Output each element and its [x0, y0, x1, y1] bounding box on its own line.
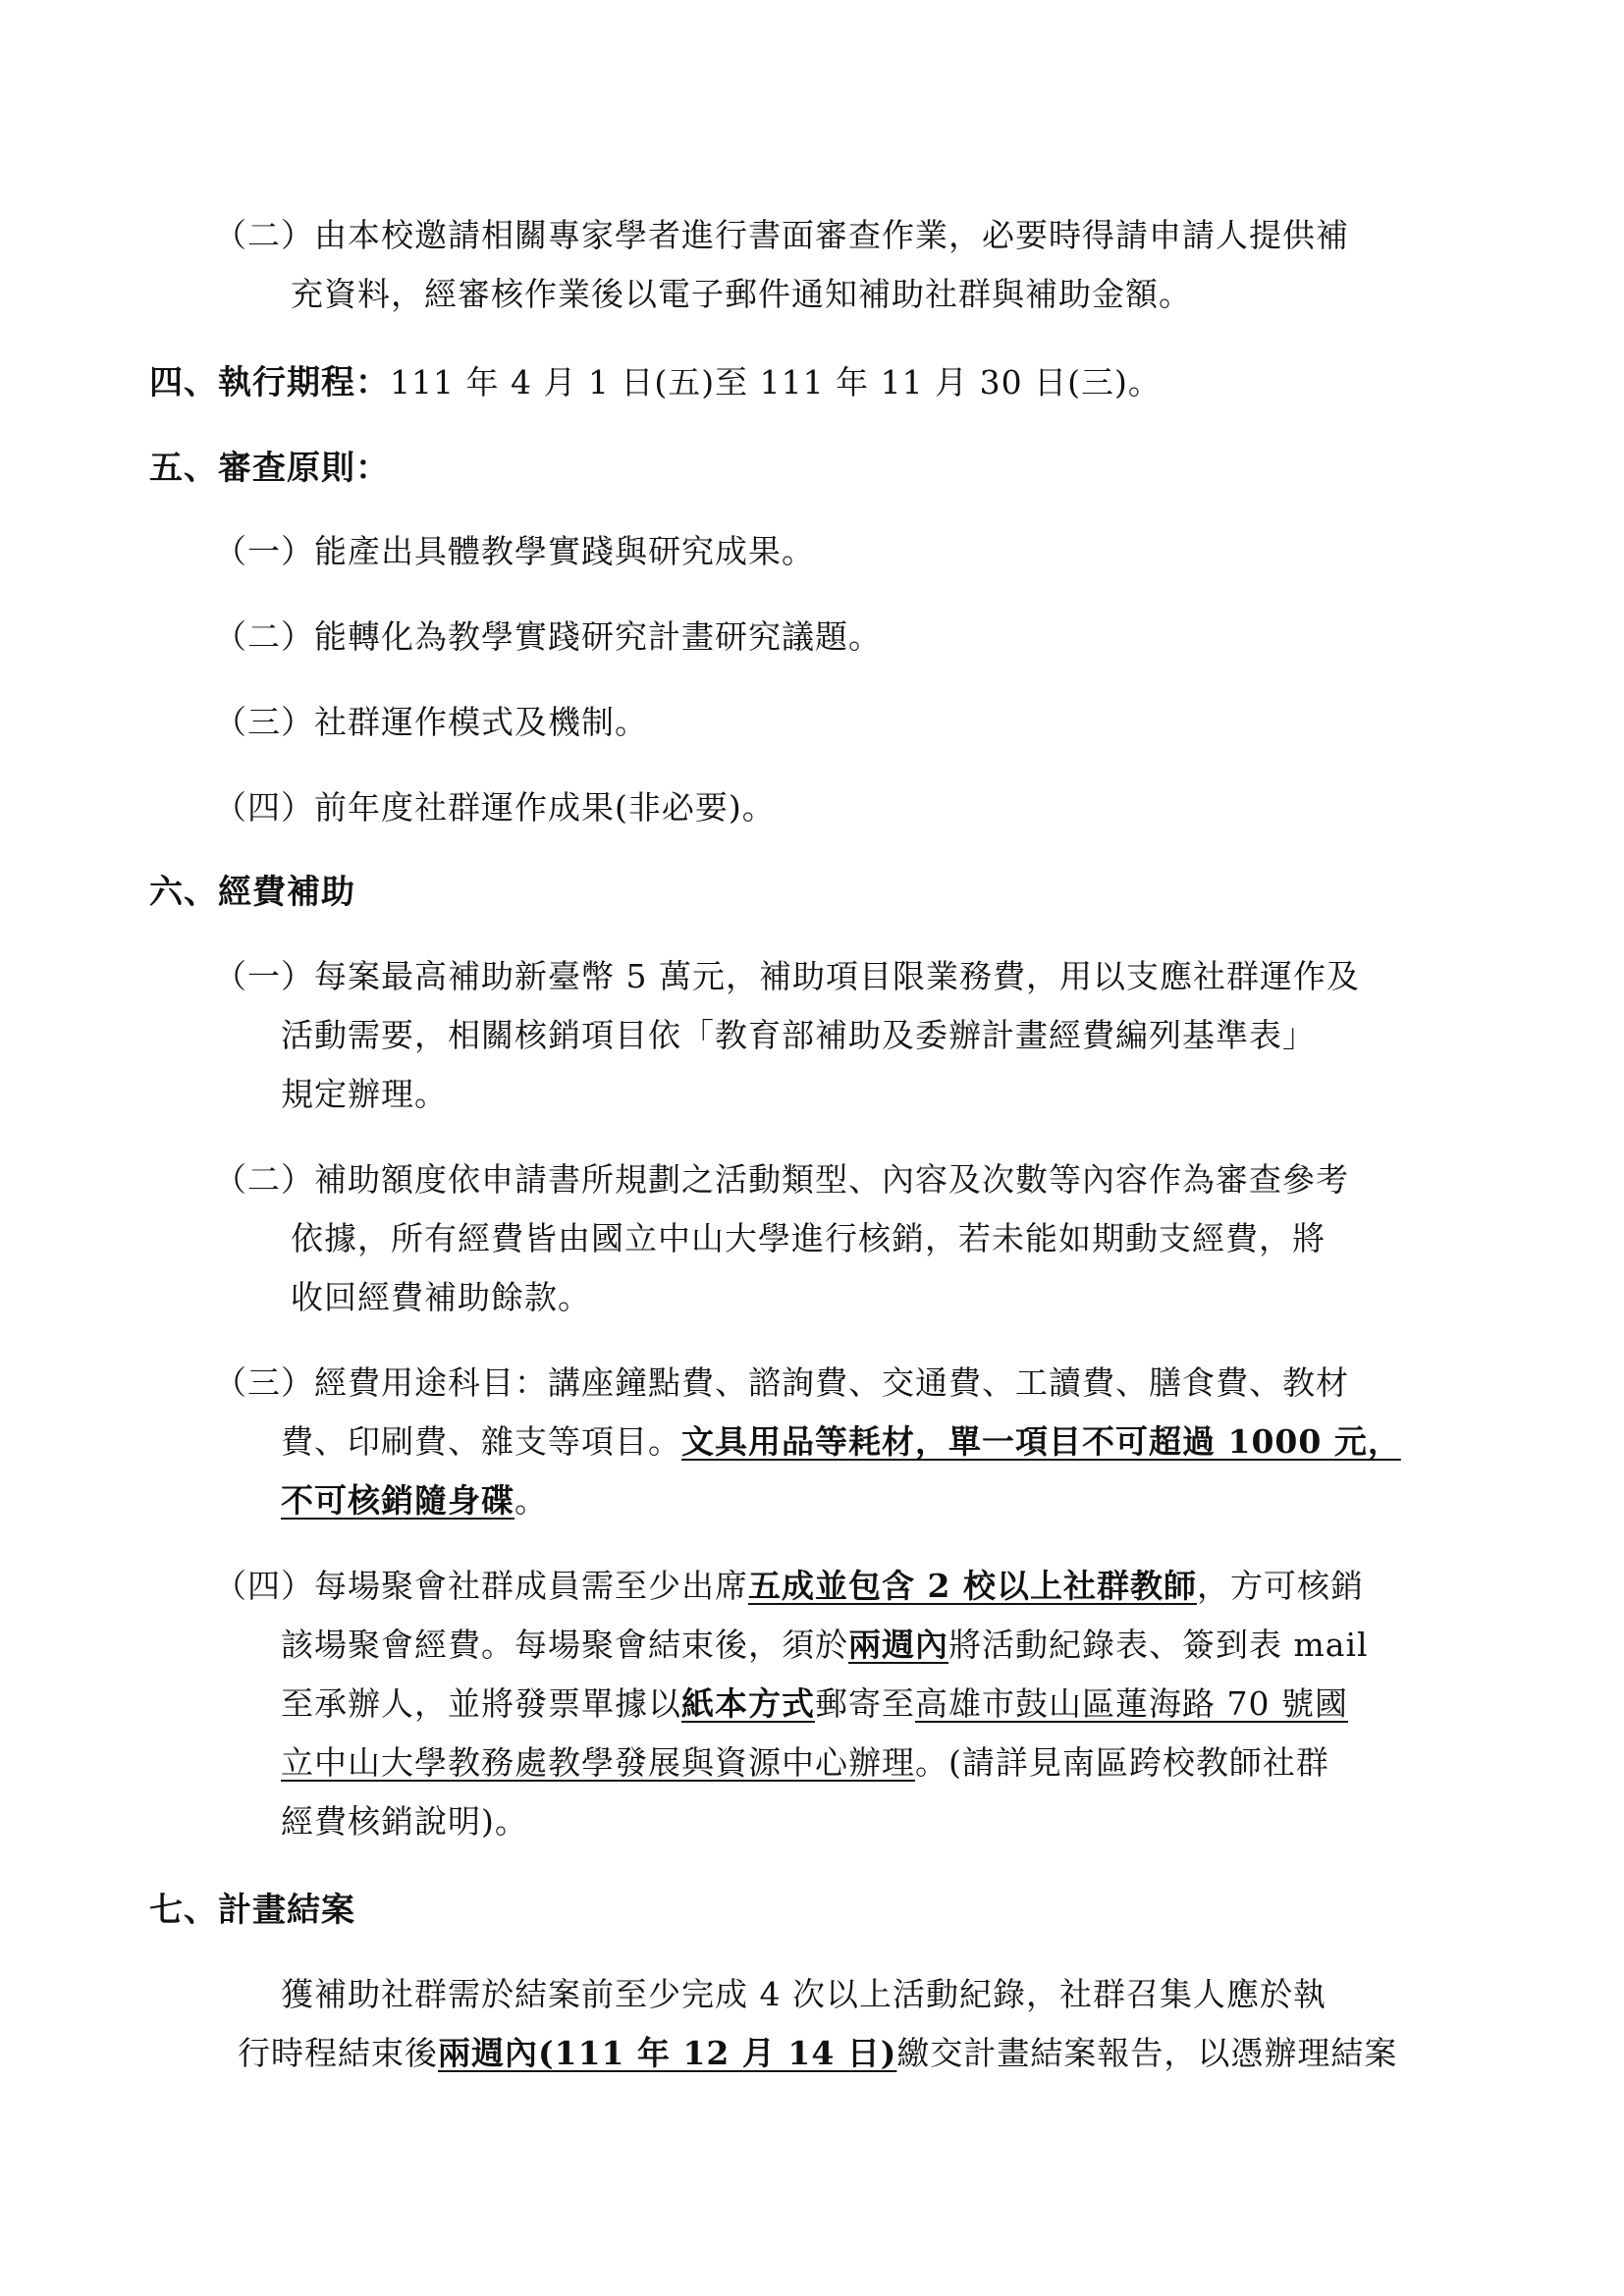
s3-item2-line1: （二）由本校邀請相關專家學者進行書面審查作業，必要時得請申請人提供補 — [214, 216, 1349, 254]
s7-l2-a: 行時程結束後 — [238, 2034, 438, 2072]
s6-item4-l4-address: 立中山大學教務處教學發展與資源中心辦理 — [281, 1743, 915, 1782]
s6-item4-line2 — [281, 1624, 1369, 1667]
s4-heading: 四、執行期程： — [149, 363, 390, 402]
s6-item4-l2-emphasis: 兩週內 — [848, 1626, 948, 1664]
s6-item4-l3-c: 郵寄至 — [815, 1684, 915, 1723]
s6-item4-l4-b: 。(請詳見南區跨校教師社群 — [915, 1743, 1329, 1782]
s5-heading: 五、審查原則： — [149, 449, 390, 488]
s6-item4-line1 — [214, 1565, 1364, 1608]
s6-item2-line2: 依據，所有經費皆由國立中山大學進行核銷，若未能如期動支經費，將 — [291, 1219, 1326, 1257]
s7-line2 — [238, 2032, 1397, 2075]
s6-item4-l3-a: 至承辦人，並將發票單據以 — [281, 1684, 681, 1723]
s5-item1: （一）能產出具體教學實踐與研究成果。 — [214, 532, 815, 570]
s6-item1-line1: （一）每案最高補助新臺幣 5 萬元，補助項目限業務費，用以支應社群運作及 — [214, 957, 1360, 995]
s6-item3-l2-text: 費、印刷費、雜支等項目。 — [281, 1422, 681, 1461]
s6-item1-line3: 規定辦理。 — [281, 1075, 448, 1113]
s6-item3-l3-emphasis: 不可核銷隨身碟 — [281, 1481, 514, 1520]
s6-item4-line3 — [281, 1682, 1348, 1726]
s6-item4-l1-emphasis: 五成並包含 2 校以上社群教師 — [748, 1567, 1197, 1605]
s6-item4-l1-a: （四）每場聚會社群成員需至少出席 — [214, 1567, 748, 1605]
s6-item4-l1-c: ，方可核銷 — [1196, 1567, 1364, 1605]
s6-item3-l3-end: 。 — [514, 1481, 548, 1520]
s5-item2: （二）能轉化為教學實踐研究計畫研究議題。 — [214, 617, 882, 656]
s4-text: 111 年 4 月 1 日(五)至 111 年 11 月 30 日(三)。 — [390, 363, 1162, 401]
s5-item4: （四）前年度社群運作成果(非必要)。 — [214, 788, 776, 827]
s6-item3-l2-emphasis: 文具用品等耗材，單一項目不可超過 1000 元， — [681, 1422, 1401, 1461]
s6-item1-line2: 活動需要，相關核銷項目依「教育部補助及委辦計畫經費編列基準表」 — [281, 1016, 1316, 1054]
s6-heading: 六、經費補助 — [149, 873, 355, 912]
s6-item4-l2-a: 該場聚會經費。每場聚會結束後，須於 — [281, 1626, 848, 1664]
s6-item4-line5: 經費核銷說明)。 — [281, 1802, 528, 1841]
s6-item4-l2-c: 將活動紀錄表、簽到表 mail — [948, 1626, 1369, 1664]
s6-item3-line3 — [281, 1479, 548, 1522]
s6-item4-line4 — [281, 1741, 1329, 1785]
s3-item2-line2: 充資料，經審核作業後以電子郵件通知補助社群與補助金額。 — [291, 275, 1192, 313]
s7-heading: 七、計畫結案 — [149, 1891, 355, 1930]
s6-item2-line1: （二）補助額度依申請書所規劃之活動類型、內容及次數等內容作為審查參考 — [214, 1160, 1349, 1199]
s7-l2-c: 繳交計畫結案報告，以憑辦理結案 — [896, 2034, 1398, 2072]
s5-item3: （三）社群運作模式及機制。 — [214, 703, 648, 741]
s7-line1: 獲補助社群需於結案前至少完成 4 次以上活動紀錄，社群召集人應於執 — [281, 1975, 1326, 2013]
s7-l2-emphasis: 兩週內(111 年 12 月 14 日) — [438, 2034, 897, 2072]
s6-item2-line3: 收回經費補助餘款。 — [291, 1278, 591, 1316]
s6-item4-l3-emphasis: 紙本方式 — [681, 1684, 815, 1723]
s6-item3-line2 — [281, 1420, 1401, 1464]
s6-item3-line1: （三）經費用途科目：講座鐘點費、諮詢費、交通費、工讀費、膳食費、教材 — [214, 1363, 1349, 1402]
s6-item4-l3-address: 高雄市鼓山區蓮海路 70 號國 — [915, 1684, 1348, 1723]
s4-line — [149, 361, 1162, 404]
